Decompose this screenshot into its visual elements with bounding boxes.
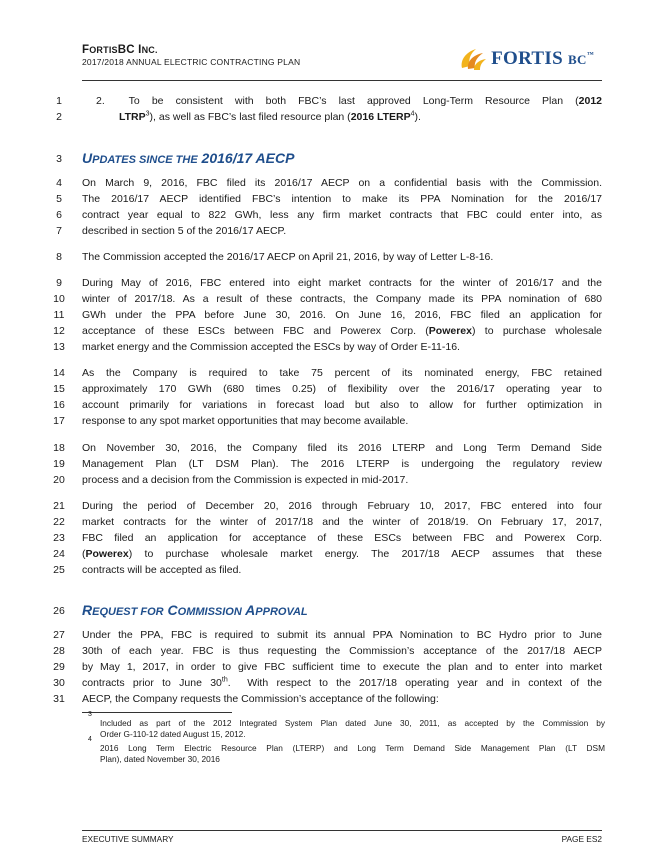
line-number: 30 — [53, 677, 65, 689]
line-number: 8 — [56, 251, 62, 263]
line-number: 17 — [53, 415, 65, 427]
line-number: 16 — [53, 399, 65, 411]
line-number: 20 — [53, 474, 65, 486]
line-number: 19 — [53, 458, 65, 470]
body-line: GWh under the PPA before June 30, 2016. On June 16, 2016, FBC filed an application for — [82, 309, 602, 321]
page-number: PAGE ES2 — [561, 834, 602, 844]
body-line: The Commission accepted the 2016/17 AECP on April 21, 2016, by way of Letter L-8-16. — [82, 251, 494, 263]
body-line: LTRP$^3$), as well as FBC’s last filed resource plan (2016 LTERP$^4$). — [119, 110, 421, 123]
body-line: FBC filed an application for acceptance of these ESCs between FBC and Powerex Corp. — [82, 532, 602, 544]
line-number: 9 — [56, 277, 62, 289]
line-number: 3 — [56, 153, 62, 165]
line-number: 26 — [53, 605, 65, 617]
body-line: process and a decision from the Commission is expected in mid-2017. — [82, 474, 409, 486]
body-line: On November 30, 2016, the Company filed its 2016 LTERP and Long Term Demand Side — [82, 442, 602, 454]
line-number: 7 — [56, 225, 62, 237]
line-number: 29 — [53, 661, 65, 673]
footer-rule — [82, 830, 602, 831]
body-line: contracts will be accepted as filed. — [82, 564, 242, 576]
fortis-bc-logo: FORTIS BC™ — [458, 46, 594, 72]
body-line: 30th of each year. FBC is thus requesting the Commission’s acceptance of the 2017/18 AECP — [82, 645, 602, 657]
section-heading: UPDATES SINCE THE 2016/17 AECP — [82, 150, 295, 166]
body-line: On March 9, 2016, FBC filed its 2016/17 AECP on a confidential basis with the Commission. — [82, 177, 602, 189]
document-title: 2017/2018 ANNUAL ELECTRIC CONTRACTING PLAN — [82, 57, 301, 67]
body-line: acceptance of these ESCs between FBC and Powerex Corp. (Powerex) to purchase wholesale — [82, 325, 602, 337]
line-number: 25 — [53, 564, 65, 576]
line-number: 2 — [56, 111, 62, 123]
body-line: described in section 5 of the 2016/17 AECP. — [82, 225, 287, 237]
body-line: 2. To be consistent with both FBC’s last approved Long-Term Resource Plan (2012 — [96, 95, 602, 107]
line-number: 24 — [53, 548, 65, 560]
header-rule — [82, 80, 602, 81]
section-heading: REQUEST FOR COMMISSION APPROVAL — [82, 602, 308, 618]
body-line: The 2016/17 AECP identified FBC’s intention to make its PPA Nomination for the 2016/17 — [82, 193, 602, 205]
page-footer — [82, 834, 602, 844]
line-number: 1 — [56, 95, 62, 107]
footnote-separator — [82, 712, 232, 713]
line-number: 4 — [56, 177, 62, 189]
line-number: 13 — [53, 341, 65, 353]
line-number: 10 — [53, 293, 65, 305]
line-number: 22 — [53, 516, 65, 528]
line-number: 14 — [53, 367, 65, 379]
line-number: 27 — [53, 629, 65, 641]
body-line: approximately 170 GWh (680 times 0.25) of flexibility over the 2016/17 operating year to — [82, 383, 602, 395]
body-line: by May 1, 2017, in order to give FBC sufficient time to execute the plan and to enter into market — [82, 661, 602, 673]
body-line: Under the PPA, FBC is required to submit its annual PPA Nomination to BC Hydro prior to June — [82, 629, 602, 641]
page-header — [82, 44, 602, 80]
line-number: 18 — [53, 442, 65, 454]
line-number: 12 — [53, 325, 65, 337]
body-line: account primarily for variations in forecast load but also to allow for further optimization in — [82, 399, 602, 411]
line-number: 31 — [53, 693, 65, 705]
line-number: 15 — [53, 383, 65, 395]
body-line: Management Plan (LT DSM Plan). The 2016 LTERP is undergoing the regulatory review — [82, 458, 602, 470]
line-number: 23 — [53, 532, 65, 544]
line-number: 5 — [56, 193, 62, 205]
line-number: 21 — [53, 500, 65, 512]
line-number: 28 — [53, 645, 65, 657]
footnote: 4 2016 Long Term Electric Resource Plan (LTERP) and Long Term Demand Side Management Plan (LT DSM Plan), dated November 30, 2016 — [88, 736, 605, 764]
body-line: market contracts for the winter of 2017/18 and the winter of 2018/19. On February 17, 2017, — [82, 516, 602, 528]
footer-section: EXECUTIVE SUMMARY — [82, 834, 174, 844]
body-line: winter of 2017/18. As a result of these contracts, the Company made its PPA nomination of 680 — [82, 293, 602, 305]
body-line: contracts prior to June 30th. With respect to the 2017/18 operating year and in context of the — [82, 676, 602, 689]
line-number: 11 — [53, 309, 65, 321]
body-line: As the Company is required to take 75 percent of its nominated energy, FBC retained — [82, 367, 602, 379]
line-number: 6 — [56, 209, 62, 221]
body-line: response to any spot market opportunities that may become available. — [82, 415, 409, 427]
body-line: contract year equal to 822 GWh, less any firm market contracts that FBC could enter into, as — [82, 209, 602, 221]
body-line: (Powerex) to purchase wholesale market energy. The 2017/18 AECP assumes that these — [82, 548, 602, 560]
footnote: 3 Included as part of the 2012 Integrated System Plan dated June 30, 2011, as accepted by the Commission by Order G-110-12 dated August 15, 2012. — [88, 711, 605, 739]
body-line: During May of 2016, FBC entered into eight market contracts for the winter of 2016/17 and the — [82, 277, 602, 289]
flame-icon — [458, 46, 488, 72]
body-line: market energy and the Commission accepted the ESCs by way of Order E-11-16. — [82, 341, 460, 353]
company-name: FORTISBC INC. — [82, 44, 158, 56]
body-line: AECP, the Company requests the Commission’s acceptance of the following: — [82, 693, 439, 705]
body-line: During the period of December 20, 2016 through February 10, 2017, FBC entered into four — [82, 500, 602, 512]
